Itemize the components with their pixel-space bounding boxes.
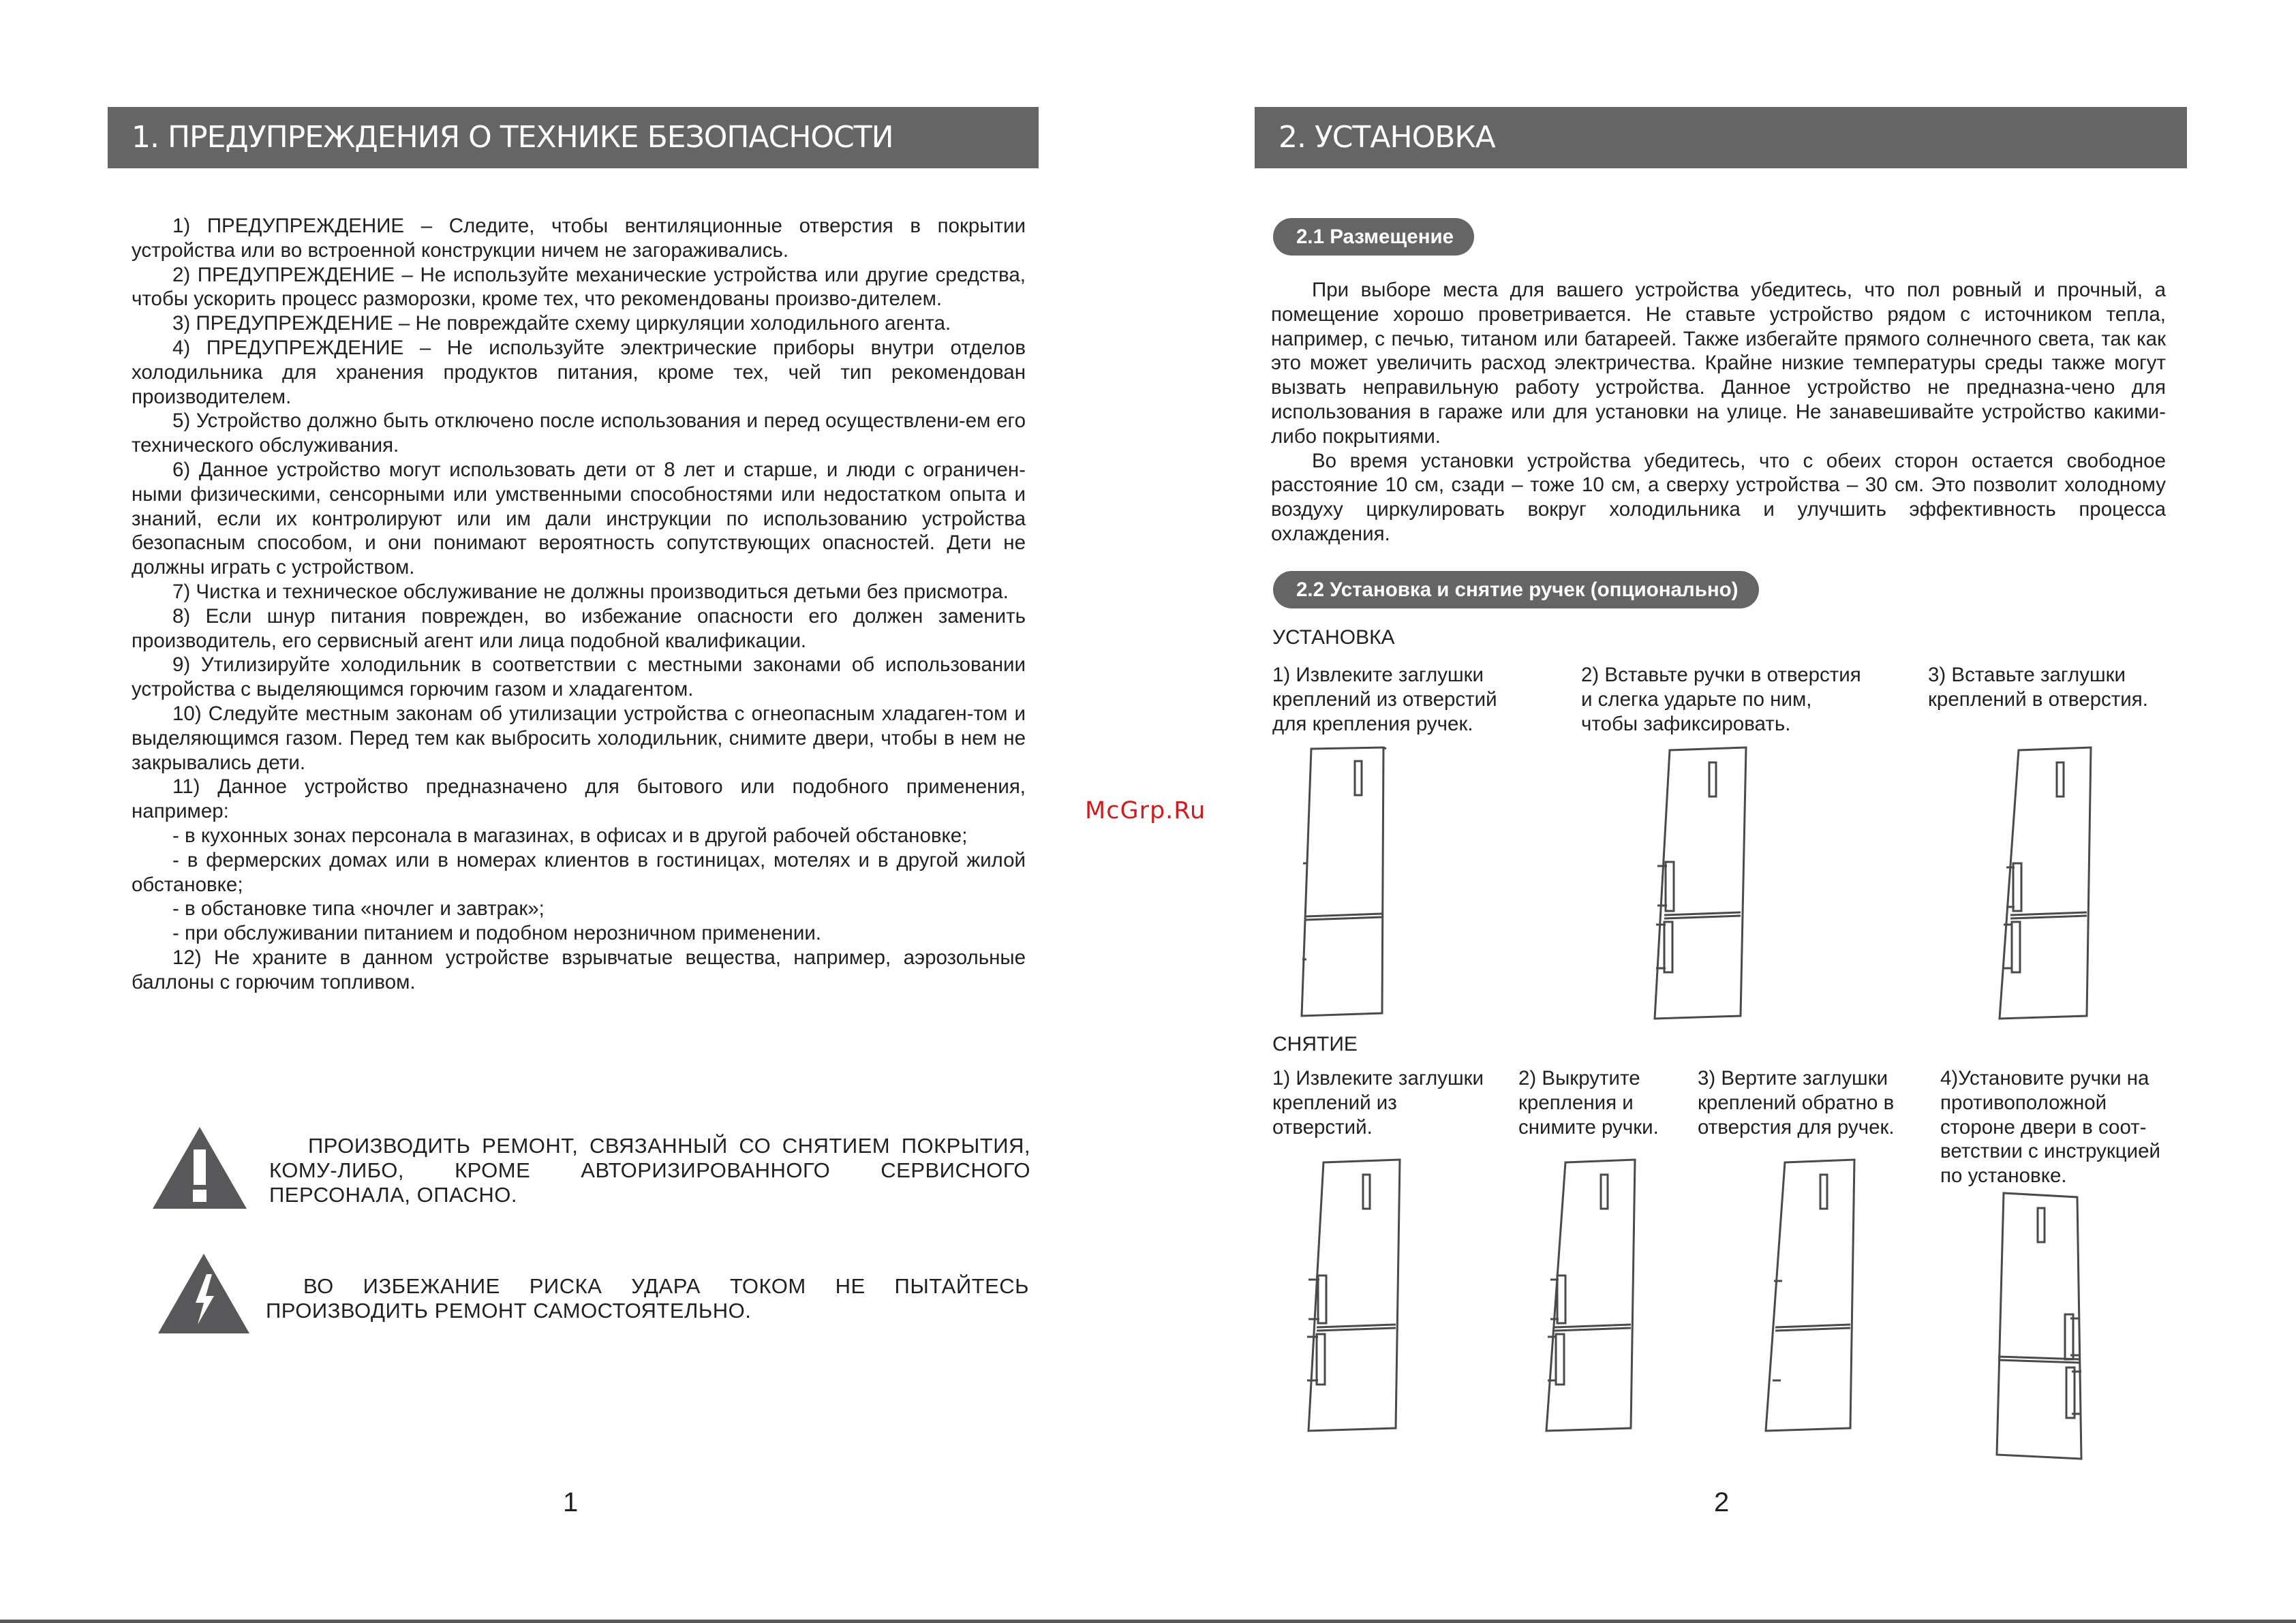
fridge-install-figure-2 <box>1645 746 1747 1020</box>
usage-bullet-1: - в кухонных зонах персонала в магазинах, в офисах и в другой рабочей обстановке; <box>172 824 968 847</box>
usage-bullet-3: - в обстановке типа «ночлег и завтрак»; <box>172 897 545 921</box>
fridge-removal-figure-2 <box>1537 1158 1639 1432</box>
fridge-install-figure-3 <box>1991 746 2094 1020</box>
usage-bullet-4: - при обслуживании питанием и подобном нерозничном применении. <box>172 922 821 945</box>
page-number-right: 2 <box>1714 1487 1730 1517</box>
removal-label: СНЯТИЕ <box>1272 1033 1358 1055</box>
shock-warning-text: ВО ИЗБЕЖАНИЕ РИСКА УДАРА ТОКОМ НЕ ПЫТАЙТЕСЬ ПРОИЗВОДИТЬ РЕМОНТ САМОСТОЯТЕЛЬНО. <box>266 1274 1029 1323</box>
fridge-install-figure-1 <box>1300 746 1389 1019</box>
warning-item-6: 6) Данное устройство могут использовать дети от 8 лет и старше, и люди с ограничен-ными физическими, сенсорными или умственными способностями или недостатком опыта и знаний, если их контролируют или им дали инструкции по использованию устройства безопасным способом, и они понимают вероятность сопутствующих опасностей. Дети не должны играть с устройством. <box>132 458 1026 579</box>
warning-item-1: 1) ПРЕДУПРЕЖДЕНИЕ – Следите, чтобы вентиляционные отверстия в покрытии устройства или во встроенной конструкции ничем не загораживались. <box>132 215 1026 262</box>
safety-warnings-list <box>132 214 1026 995</box>
warning-item-3: 3) ПРЕДУПРЕЖДЕНИЕ – Не повреждайте схему циркуляции холодильного агента. <box>172 312 951 335</box>
warning-item-5: 5) Устройство должно быть отключено после использования и перед осуществлени-ем его технического обслуживания. <box>132 409 1026 457</box>
warning-item-9: 9) Утилизируйте холодильник в соответствии с местными законами об использовании устройства с выделяющимся горючим газом и хладагентом. <box>132 653 1026 701</box>
usage-bullet-2: - в фермерских домах или в номерах клиентов в гостиницах, мотелях и в другой жилой обстановке; <box>132 848 1026 896</box>
placement-paragraph-2: Во время установки устройства убедитесь, что с обеих сторон остается свободное расстояние 10 см, сзади – тоже 10 см, а сверху устройства – 30 см. Это позволит холодному воздуху циркулировать вокруг холодильника и улучшить эффективность процесса охлаждения. <box>1271 449 2166 545</box>
exclamation-warning-icon <box>153 1127 247 1212</box>
section-2-2-title: 2.2 Установка и снятие ручек (опционально) <box>1273 571 1759 608</box>
section-2-1-title: 2.1 Размещение <box>1273 218 1474 256</box>
watermark: McGrp.Ru <box>1085 797 1206 824</box>
removal-step-4: 4)Установите ручки на противоположной стороне двери в соот- ветствии с инструкцией по установке. <box>1940 1067 2161 1188</box>
install-step-3: 3) Вставьте заглушки креплений в отверстия. <box>1928 664 2148 711</box>
removal-step-3: 3) Вертите заглушки креплений обратно в отверстия для ручек. <box>1698 1067 1895 1139</box>
warning-item-7: 7) Чистка и техническое обслуживание не должны производиться детьми без присмотра. <box>172 580 1009 603</box>
install-step-1: 1) Извлеките заглушки креплений из отверстий для крепления ручек. <box>1272 664 1497 735</box>
warning-item-2: 2) ПРЕДУПРЕЖДЕНИЕ – Не используйте механические устройства или другие средства, чтобы ускорить процесс разморозки, кроме тех, что рекомендованы произво-дителем. <box>132 263 1026 311</box>
left-page-header: 1. ПРЕДУПРЕЖДЕНИЯ О ТЕХНИКЕ БЕЗОПАСНОСТИ <box>108 107 1039 168</box>
install-step-2: 2) Вставьте ручки в отверстия и слегка ударьте по ним, чтобы зафиксировать. <box>1581 664 1861 735</box>
removal-step-2: 2) Выкрутите крепления и снимите ручки. <box>1518 1067 1659 1139</box>
bottom-border <box>0 1620 2296 1623</box>
warning-item-10: 10) Следуйте местным законам об утилизации устройства с огнеопасным хладаген-том и выделяющимся газом. Перед тем как выбросить холодильник, снимите двери, чтобы в нем не закрывались дети. <box>132 702 1026 774</box>
right-page-header: 2. УСТАНОВКА <box>1255 107 2187 168</box>
lightning-warning-icon <box>158 1254 249 1337</box>
warning-item-8: 8) Если шнур питания поврежден, во избежание опасности его должен заменить производитель, его сервисный агент или лица подобной квалификации. <box>132 604 1026 652</box>
warning-item-11: 11) Данное устройство предназначено для бытового или подобного применения, например: <box>132 775 1026 823</box>
page-number-left: 1 <box>563 1487 579 1517</box>
fridge-removal-figure-4 <box>1990 1189 2092 1463</box>
warning-item-12: 12) Не храните в данном устройстве взрывчатые вещества, например, аэрозольные баллоны с горючим топливом. <box>132 946 1026 993</box>
fridge-removal-figure-3 <box>1755 1158 1857 1432</box>
placement-paragraph-1: При выборе места для вашего устройства убедитесь, что пол ровный и прочный, а помещение хорошо проветривается. Не ставьте устройство рядом с источником тепла, например, с печью, титаном или батареей. Также избегайте прямого солнечного света, так как это может увеличить расход электричества. Крайне низкие температуры среды также могут вызвать неправильную работу устройства. Данное устройство не предназна-чено для использования в гараже или для установки на улице. Не занавешивайте устройство какими-либо покрытиями. <box>1271 279 2166 448</box>
service-warning-text: ПРОИЗВОДИТЬ РЕМОНТ, СВЯЗАННЫЙ СО СНЯТИЕМ ПОКРЫТИЯ, КОМУ-ЛИБО, КРОМЕ АВТОРИЗИРОВАННОГО СЕРВИСНОГО ПЕРСОНАЛА, ОПАСНО. <box>269 1134 1030 1207</box>
warning-item-4: 4) ПРЕДУПРЕЖДЕНИЕ – Не используйте электрические приборы внутри отделов холодильника для хранения продуктов питания, кроме тех, чей тип рекомендован производителем. <box>132 336 1026 408</box>
fridge-removal-figure-1 <box>1300 1158 1403 1432</box>
install-label: УСТАНОВКА <box>1272 626 1395 649</box>
placement-text <box>1271 278 2166 546</box>
removal-step-1: 1) Извлеките заглушки креплений из отверстий. <box>1272 1067 1484 1139</box>
